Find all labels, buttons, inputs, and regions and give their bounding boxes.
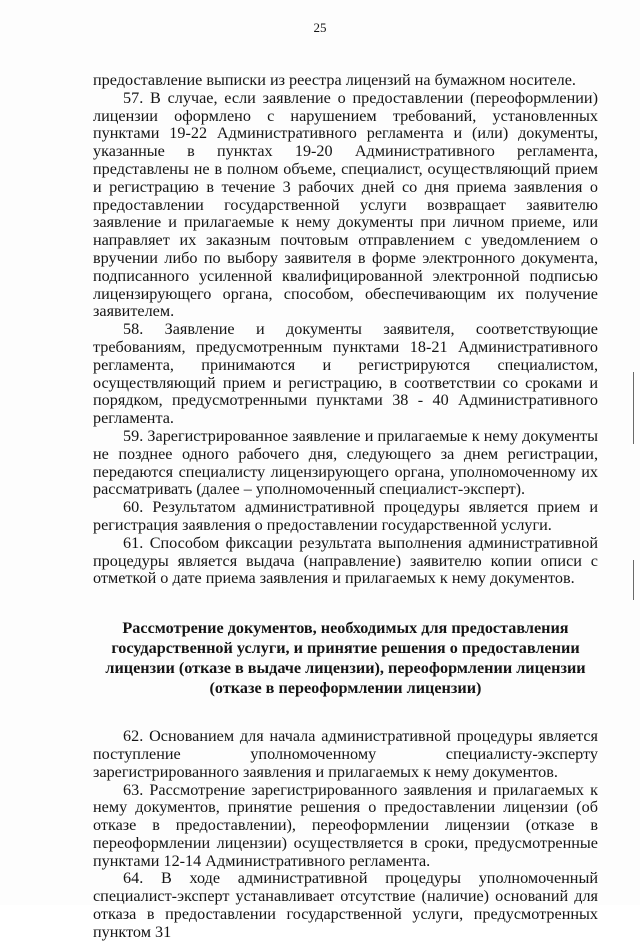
section-heading-line: лицензии (отказе в выдаче лицензии), переоформлении лицензии (105, 659, 586, 678)
scan-edge-mark (633, 372, 634, 444)
paragraph-57: 57. В случае, если заявление о предоставлении (переоформлении) лицензии оформлено с нарушением требований, установленных пунктами 19-22 Административного регламента и (или) документы, указанные в пунктах 19-20 Административного регламента, представлены не в полном объеме, специалист, осуществляющий прием и регистрацию в течение 3 рабочих дней со дня приема заявления о предоставлении государственной услуги возвращает заявителю заявление и прилагаемые к нему документы при личном приеме, или направляет их заказным почтовым отправлением с уведомлением о вручении либо по выбору заявителя в форме электронного документа, подписанного усиленной квалифицированной электронной подписью лицензирующего органа, способом, обеспечивающим их получение заявителем. (93, 88, 598, 321)
paragraph-61: 61. Способом фиксации результата выполнения административной процедуры является выдача (направление) заявителю копии описи с отметкой о дате приема заявления и прилагаемых к нему документов. (93, 533, 598, 588)
section-heading-line: государственной услуги, и принятие решения о предоставлении (111, 639, 580, 658)
scan-edge-mark (633, 560, 634, 600)
paragraph-60: 60. Результатом административной процедуры является прием и регистрация заявления о предоставлении государственной услуги. (93, 498, 598, 534)
paragraph-59: 59. Зарегистрированное заявление и прилагаемые к нему документы не позднее одного рабочего дня, следующего за днем регистрации, передаются специалисту лицензирующего органа, уполномоченному их рассматривать (далее – уполномоченный специалист-эксперт). (93, 426, 598, 499)
paragraph-58: 58. Заявление и документы заявителя, соответствующие требованиям, предусмотренным пунктами 18-21 Административного регламента, принимаются и регистрируются специалистом, осуществляющий прием и регистрацию, в соответствии со сроками и порядком, предусмотренными пунктами 38 - 40 Административного регламента. (93, 320, 598, 428)
paragraph-62: 62. Основанием для начала административной процедуры является поступление уполномоченному специалисту-эксперту зарегистрированного заявления и прилагаемых к нему документов. (93, 727, 598, 781)
paragraph-continuation: предоставление выписки из реестра лицензий на бумажном носителе. (93, 71, 576, 89)
paragraph-63: 63. Рассмотрение зарегистрированного заявления и прилагаемых к нему документов, принятие решения о предоставлении лицензии (об отказе в предоставлении), переоформлении лицензии (отказе в переоформлении лицензии) осуществляется в сроки, предусмотренные пунктами 12-14 Административного регламента. (93, 780, 598, 870)
paragraph-64: 64. В ходе административной процедуры уполномоченный специалист-эксперт устанавливает отсутствие (наличие) оснований для отказа в предоставлении государственной услуги, предусмотренных пунктом 31 (93, 869, 598, 941)
section-heading (93, 618, 598, 698)
document-body (93, 72, 598, 942)
section-heading-line: Рассмотрение документов, необходимых для предоставления (122, 619, 569, 638)
section-heading-line: (отказе в переоформлении лицензии) (209, 679, 482, 698)
page-number: 25 (313, 20, 327, 35)
